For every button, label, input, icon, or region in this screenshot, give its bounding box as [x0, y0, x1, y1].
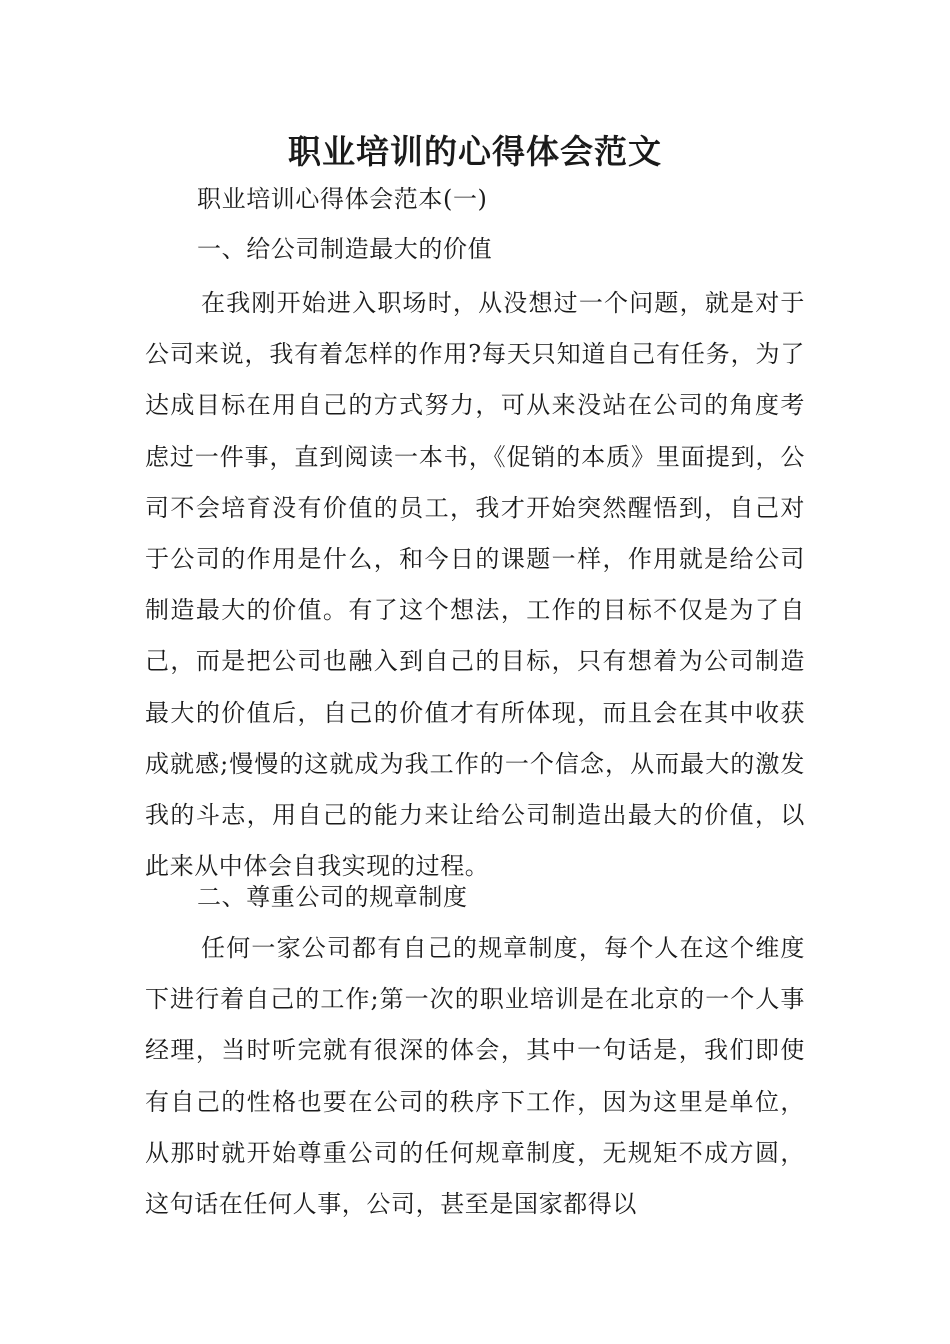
section-paragraph-2: 任何一家公司都有自己的规章制度，每个人在这个维度下进行着自己的工作;第一次的职业培训是在北京的一个人事经理，当时听完就有很深的体会，其中一句话是，我们即使有自己的性格也要在公司的秩序下工作，因为这里是单位，从那时就开始尊重公司的任何规章制度，无规矩不成方圆，这句话在任何人事，公司，甚至是国家都得以	[145, 934, 805, 1219]
section-paragraph-1: 在我刚开始进入职场时，从没想过一个问题，就是对于公司来说，我有着怎样的作用?每天只知道自己有任务，为了达成目标在用自己的方式努力，可从来没站在公司的角度考虑过一件事，直到阅读一本书，《促销的本质》里面提到，公司不会培育没有价值的员工，我才开始突然醒悟到，自己对于公司的作用是什么，和今日的课题一样，作用就是给公司制造最大的价值。有了这个想法，工作的目标不仅是为了自己，而是把公司也融入到自己的目标，只有想着为公司制造最大的价值后，自己的价值才有所体现，而且会在其中收获成就感;慢慢的这就成为我工作的一个信念，从而最大的激发我的斗志，用自己的能力来让给公司制造出最大的价值，以此来从中体会自我实现的过程。	[145, 289, 805, 881]
section-heading-1: 一、给公司制造最大的价值	[197, 235, 493, 263]
document-title: 职业培训的心得体会范文	[288, 132, 662, 171]
document-subtitle: 职业培训心得体会范本(一)	[197, 185, 488, 213]
section-heading-2: 二、尊重公司的规章制度	[197, 883, 468, 911]
